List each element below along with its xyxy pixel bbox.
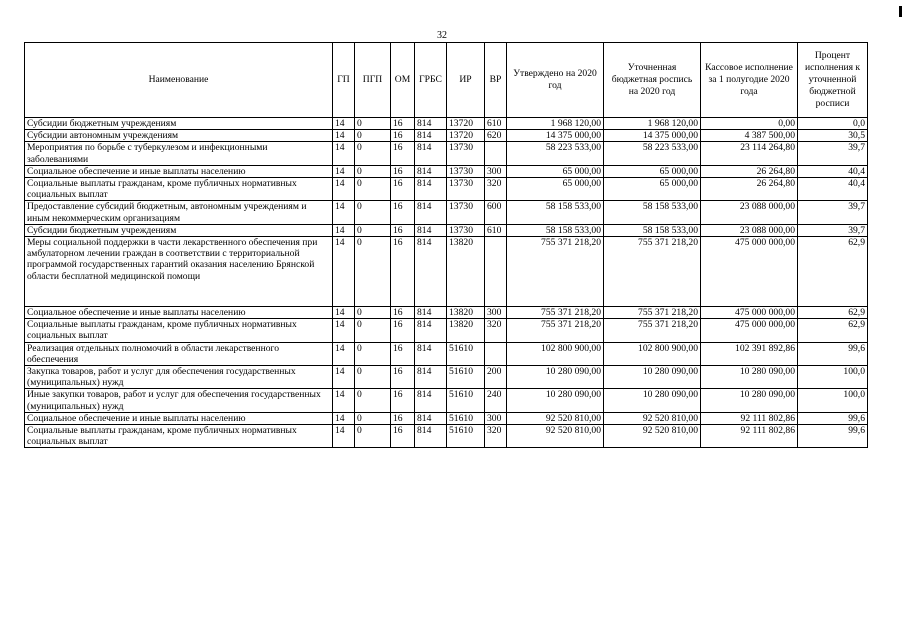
cell-gp: 14 bbox=[333, 366, 355, 389]
table-row bbox=[25, 118, 868, 130]
cell-gp: 14 bbox=[333, 237, 355, 307]
cell-om: 16 bbox=[391, 425, 415, 448]
cell-gp: 14 bbox=[333, 224, 355, 236]
cell-refined: 10 280 090,00 bbox=[604, 389, 701, 412]
cell-percent: 99,6 bbox=[798, 425, 868, 448]
cell-cash: 26 264,80 bbox=[701, 165, 798, 177]
cell-gp: 14 bbox=[333, 201, 355, 224]
cell-ir: 13720 bbox=[447, 130, 485, 142]
cell-ppgp: 0 bbox=[355, 342, 391, 365]
cell-percent: 100,0 bbox=[798, 366, 868, 389]
cell-percent: 100,0 bbox=[798, 389, 868, 412]
header-cash: Кассовое исполнение за 1 полугодие 2020 года bbox=[701, 43, 798, 118]
table-row bbox=[25, 319, 868, 342]
cell-grbs: 814 bbox=[415, 389, 447, 412]
cell-approved: 755 371 218,20 bbox=[507, 319, 604, 342]
cell-gp: 14 bbox=[333, 130, 355, 142]
cell-refined: 92 520 810,00 bbox=[604, 425, 701, 448]
cell-om: 16 bbox=[391, 165, 415, 177]
cell-name: Социальное обеспечение и иные выплаты населению bbox=[25, 412, 333, 424]
table-row bbox=[25, 201, 868, 224]
cell-vr: 610 bbox=[485, 118, 507, 130]
scan-corner-mark bbox=[899, 6, 902, 17]
cell-approved: 755 371 218,20 bbox=[507, 237, 604, 307]
cell-name: Иные закупки товаров, работ и услуг для обеспечения государственных (муниципальных) нужд bbox=[25, 389, 333, 412]
cell-approved: 65 000,00 bbox=[507, 165, 604, 177]
cell-vr: 320 bbox=[485, 319, 507, 342]
table-row bbox=[25, 412, 868, 424]
cell-grbs: 814 bbox=[415, 165, 447, 177]
cell-name: Социальные выплаты гражданам, кроме публичных нормативных социальных выплат bbox=[25, 178, 333, 201]
cell-percent: 40,4 bbox=[798, 178, 868, 201]
cell-name: Социальное обеспечение и иные выплаты населению bbox=[25, 307, 333, 319]
table-row bbox=[25, 224, 868, 236]
cell-gp: 14 bbox=[333, 142, 355, 165]
cell-grbs: 814 bbox=[415, 224, 447, 236]
cell-om: 16 bbox=[391, 118, 415, 130]
cell-gp: 14 bbox=[333, 342, 355, 365]
cell-gp: 14 bbox=[333, 319, 355, 342]
cell-gp: 14 bbox=[333, 307, 355, 319]
cell-refined: 14 375 000,00 bbox=[604, 130, 701, 142]
cell-approved: 1 968 120,00 bbox=[507, 118, 604, 130]
cell-gp: 14 bbox=[333, 412, 355, 424]
cell-ir: 13730 bbox=[447, 201, 485, 224]
cell-gp: 14 bbox=[333, 178, 355, 201]
header-gp: ГП bbox=[333, 43, 355, 118]
cell-grbs: 814 bbox=[415, 412, 447, 424]
cell-ir: 13730 bbox=[447, 142, 485, 165]
cell-cash: 475 000 000,00 bbox=[701, 307, 798, 319]
cell-approved: 58 158 533,00 bbox=[507, 201, 604, 224]
cell-percent: 40,4 bbox=[798, 165, 868, 177]
cell-ppgp: 0 bbox=[355, 142, 391, 165]
cell-ppgp: 0 bbox=[355, 130, 391, 142]
table-row bbox=[25, 307, 868, 319]
cell-gp: 14 bbox=[333, 165, 355, 177]
cell-cash: 26 264,80 bbox=[701, 178, 798, 201]
table-row bbox=[25, 237, 868, 307]
cell-grbs: 814 bbox=[415, 319, 447, 342]
cell-ir: 51610 bbox=[447, 412, 485, 424]
cell-ppgp: 0 bbox=[355, 201, 391, 224]
cell-om: 16 bbox=[391, 389, 415, 412]
cell-approved: 14 375 000,00 bbox=[507, 130, 604, 142]
cell-refined: 65 000,00 bbox=[604, 178, 701, 201]
cell-cash: 23 114 264,80 bbox=[701, 142, 798, 165]
cell-percent: 39,7 bbox=[798, 142, 868, 165]
cell-vr: 300 bbox=[485, 165, 507, 177]
cell-vr: 300 bbox=[485, 307, 507, 319]
cell-approved: 10 280 090,00 bbox=[507, 389, 604, 412]
cell-cash: 475 000 000,00 bbox=[701, 237, 798, 307]
cell-ppgp: 0 bbox=[355, 307, 391, 319]
cell-ir: 13820 bbox=[447, 307, 485, 319]
cell-refined: 65 000,00 bbox=[604, 165, 701, 177]
table-body bbox=[25, 118, 868, 448]
cell-ppgp: 0 bbox=[355, 412, 391, 424]
cell-cash: 23 088 000,00 bbox=[701, 201, 798, 224]
cell-vr: 320 bbox=[485, 425, 507, 448]
cell-om: 16 bbox=[391, 178, 415, 201]
cell-name: Закупка товаров, работ и услуг для обеспечения государственных (муниципальных) нужд bbox=[25, 366, 333, 389]
cell-cash: 0,00 bbox=[701, 118, 798, 130]
cell-ir: 13820 bbox=[447, 237, 485, 307]
cell-ir: 51610 bbox=[447, 366, 485, 389]
header-om: ОМ bbox=[391, 43, 415, 118]
cell-name: Социальное обеспечение и иные выплаты населению bbox=[25, 165, 333, 177]
table-row bbox=[25, 178, 868, 201]
cell-name: Предоставление субсидий бюджетным, автономным учреждениям и иным некоммерческим организациям bbox=[25, 201, 333, 224]
cell-om: 16 bbox=[391, 201, 415, 224]
cell-ir: 51610 bbox=[447, 425, 485, 448]
cell-approved: 65 000,00 bbox=[507, 178, 604, 201]
cell-cash: 23 088 000,00 bbox=[701, 224, 798, 236]
cell-grbs: 814 bbox=[415, 307, 447, 319]
cell-approved: 58 223 533,00 bbox=[507, 142, 604, 165]
cell-vr: 620 bbox=[485, 130, 507, 142]
cell-ppgp: 0 bbox=[355, 389, 391, 412]
cell-grbs: 814 bbox=[415, 118, 447, 130]
cell-ppgp: 0 bbox=[355, 366, 391, 389]
cell-percent: 62,9 bbox=[798, 307, 868, 319]
table-row bbox=[25, 142, 868, 165]
cell-om: 16 bbox=[391, 224, 415, 236]
cell-om: 16 bbox=[391, 307, 415, 319]
cell-vr: 240 bbox=[485, 389, 507, 412]
cell-om: 16 bbox=[391, 237, 415, 307]
header-percent: Процент исполнения к уточненной бюджетной росписи bbox=[798, 43, 868, 118]
cell-vr bbox=[485, 237, 507, 307]
cell-grbs: 814 bbox=[415, 130, 447, 142]
cell-percent: 99,6 bbox=[798, 412, 868, 424]
cell-cash: 102 391 892,86 bbox=[701, 342, 798, 365]
cell-grbs: 814 bbox=[415, 237, 447, 307]
table-row bbox=[25, 389, 868, 412]
cell-name: Мероприятия по борьбе с туберкулезом и инфекционными заболеваниями bbox=[25, 142, 333, 165]
cell-ir: 13820 bbox=[447, 319, 485, 342]
cell-name: Реализация отдельных полномочий в области лекарственного обеспечения bbox=[25, 342, 333, 365]
cell-refined: 58 223 533,00 bbox=[604, 142, 701, 165]
cell-cash: 92 111 802,86 bbox=[701, 425, 798, 448]
cell-om: 16 bbox=[391, 366, 415, 389]
cell-grbs: 814 bbox=[415, 178, 447, 201]
cell-percent: 99,6 bbox=[798, 342, 868, 365]
cell-name: Меры социальной поддержки в части лекарственного обеспечения при амбулаторном лечении граждан в соответствии с территориальной программой государственных гарантий оказания населению Брянской области бесплатной медицинской помощи bbox=[25, 237, 333, 307]
cell-ir: 13730 bbox=[447, 178, 485, 201]
cell-percent: 39,7 bbox=[798, 224, 868, 236]
cell-vr: 200 bbox=[485, 366, 507, 389]
cell-cash: 92 111 802,86 bbox=[701, 412, 798, 424]
cell-ppgp: 0 bbox=[355, 237, 391, 307]
header-vr: ВР bbox=[485, 43, 507, 118]
header-name: Наименование bbox=[25, 43, 333, 118]
header-ppgp: ПГП bbox=[355, 43, 391, 118]
cell-cash: 10 280 090,00 bbox=[701, 389, 798, 412]
cell-ppgp: 0 bbox=[355, 319, 391, 342]
cell-grbs: 814 bbox=[415, 142, 447, 165]
cell-vr: 320 bbox=[485, 178, 507, 201]
cell-percent: 0,0 bbox=[798, 118, 868, 130]
cell-refined: 58 158 533,00 bbox=[604, 201, 701, 224]
page-number: 32 bbox=[437, 30, 447, 41]
cell-name: Социальные выплаты гражданам, кроме публичных нормативных социальных выплат bbox=[25, 319, 333, 342]
table-row bbox=[25, 425, 868, 448]
cell-approved: 92 520 810,00 bbox=[507, 425, 604, 448]
table-row bbox=[25, 130, 868, 142]
cell-om: 16 bbox=[391, 142, 415, 165]
cell-name: Субсидии бюджетным учреждениям bbox=[25, 224, 333, 236]
cell-ir: 51610 bbox=[447, 389, 485, 412]
cell-percent: 30,5 bbox=[798, 130, 868, 142]
cell-percent: 62,9 bbox=[798, 237, 868, 307]
cell-name: Субсидии бюджетным учреждениям bbox=[25, 118, 333, 130]
cell-ppgp: 0 bbox=[355, 178, 391, 201]
cell-percent: 62,9 bbox=[798, 319, 868, 342]
cell-name: Субсидии автономным учреждениям bbox=[25, 130, 333, 142]
cell-refined: 1 968 120,00 bbox=[604, 118, 701, 130]
cell-ppgp: 0 bbox=[355, 224, 391, 236]
cell-gp: 14 bbox=[333, 118, 355, 130]
budget-table bbox=[24, 42, 868, 448]
header-refined: Уточненная бюджетная роспись на 2020 год bbox=[604, 43, 701, 118]
cell-grbs: 814 bbox=[415, 342, 447, 365]
table-row bbox=[25, 366, 868, 389]
cell-cash: 4 387 500,00 bbox=[701, 130, 798, 142]
cell-percent: 39,7 bbox=[798, 201, 868, 224]
cell-om: 16 bbox=[391, 412, 415, 424]
cell-grbs: 814 bbox=[415, 425, 447, 448]
cell-ir: 13730 bbox=[447, 165, 485, 177]
cell-approved: 10 280 090,00 bbox=[507, 366, 604, 389]
cell-approved: 755 371 218,20 bbox=[507, 307, 604, 319]
cell-refined: 755 371 218,20 bbox=[604, 307, 701, 319]
table-row bbox=[25, 342, 868, 365]
header-ir: ИР bbox=[447, 43, 485, 118]
header-approved: Утверждено на 2020 год bbox=[507, 43, 604, 118]
cell-vr bbox=[485, 142, 507, 165]
cell-om: 16 bbox=[391, 130, 415, 142]
cell-refined: 58 158 533,00 bbox=[604, 224, 701, 236]
cell-name: Социальные выплаты гражданам, кроме публичных нормативных социальных выплат bbox=[25, 425, 333, 448]
cell-vr: 600 bbox=[485, 201, 507, 224]
cell-vr bbox=[485, 342, 507, 365]
table-row bbox=[25, 165, 868, 177]
table-header bbox=[25, 43, 868, 118]
cell-refined: 755 371 218,20 bbox=[604, 237, 701, 307]
cell-ir: 13730 bbox=[447, 224, 485, 236]
cell-grbs: 814 bbox=[415, 201, 447, 224]
cell-vr: 300 bbox=[485, 412, 507, 424]
cell-approved: 92 520 810,00 bbox=[507, 412, 604, 424]
cell-ppgp: 0 bbox=[355, 425, 391, 448]
cell-grbs: 814 bbox=[415, 366, 447, 389]
cell-refined: 102 800 900,00 bbox=[604, 342, 701, 365]
cell-gp: 14 bbox=[333, 389, 355, 412]
cell-vr: 610 bbox=[485, 224, 507, 236]
cell-om: 16 bbox=[391, 342, 415, 365]
cell-refined: 10 280 090,00 bbox=[604, 366, 701, 389]
cell-cash: 10 280 090,00 bbox=[701, 366, 798, 389]
cell-approved: 58 158 533,00 bbox=[507, 224, 604, 236]
cell-ir: 51610 bbox=[447, 342, 485, 365]
cell-ppgp: 0 bbox=[355, 165, 391, 177]
cell-refined: 92 520 810,00 bbox=[604, 412, 701, 424]
cell-ir: 13720 bbox=[447, 118, 485, 130]
cell-approved: 102 800 900,00 bbox=[507, 342, 604, 365]
cell-refined: 755 371 218,20 bbox=[604, 319, 701, 342]
cell-cash: 475 000 000,00 bbox=[701, 319, 798, 342]
header-grbs: ГРБС bbox=[415, 43, 447, 118]
cell-om: 16 bbox=[391, 319, 415, 342]
cell-ppgp: 0 bbox=[355, 118, 391, 130]
cell-gp: 14 bbox=[333, 425, 355, 448]
